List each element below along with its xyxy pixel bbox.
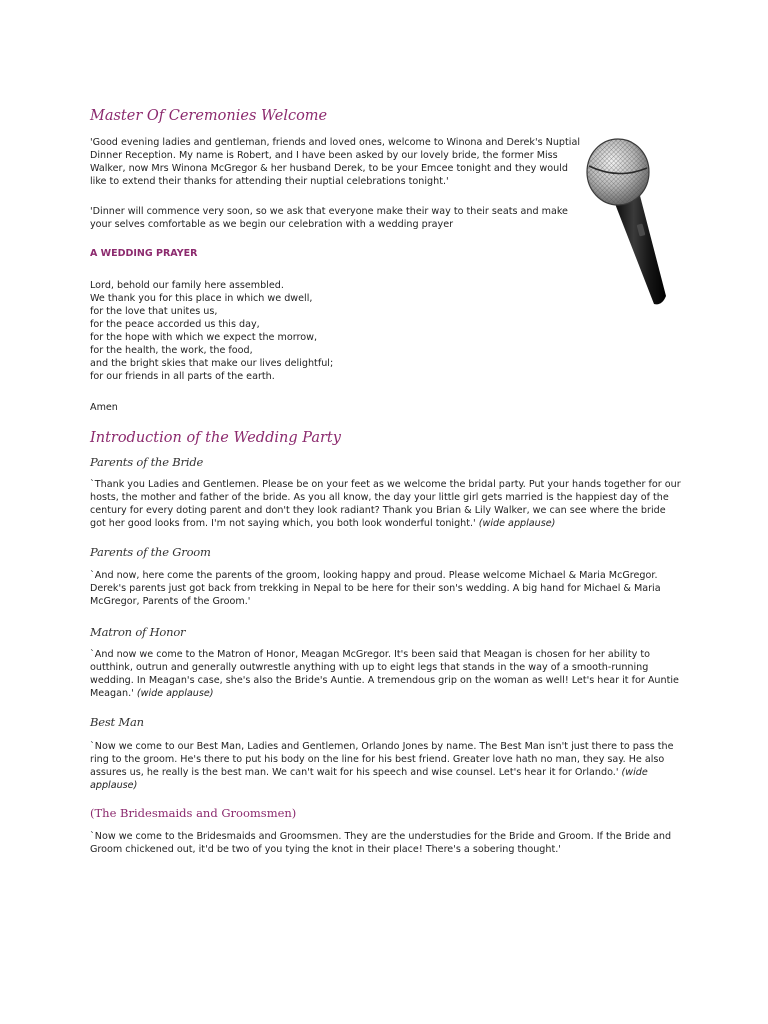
best-man-heading: Best Man [90, 715, 144, 729]
applause-note: (wide [621, 767, 648, 778]
paragraph-line [90, 779, 674, 792]
prayer-line: for the love that unites us, [90, 306, 218, 317]
paragraph-line: 'Good evening ladies and gentleman, friends and loved ones, welcome to Winona and Derek's Nuptial [90, 137, 580, 148]
paragraph-line: Walker, now Mrs Winona McGregor & her husband Derek, to be your Emcee tonight and they would [90, 163, 568, 174]
matron-heading: Matron of Honor [90, 625, 186, 639]
paragraph-line: got her good looks from. I'm not saying which, you both look wonderful tonight.' (wide applause) [90, 518, 556, 529]
paragraph-line: Derek's parents just got back from trekking in Nepal to be here for their son's wedding. A big hand for Michael & Maria [90, 583, 661, 594]
prayer-line: Lord, behold our family here assembled. [90, 280, 284, 291]
paragraph-line: wedding. In Meagan's case, she's also the Bride's Auntie. A tremendous grip on the woman as well! Let's hear it for Auntie [90, 675, 679, 686]
mc-welcome-title: Master Of Ceremonies Welcome [90, 108, 328, 124]
prayer-line: for the health, the work, the food, [90, 345, 253, 356]
paragraph-line: hosts, the mother and father of the bride. As you all know, the day your little girl gets married is the happiest day of the [90, 492, 669, 503]
applause-note: (wide applause) [478, 518, 556, 529]
paragraph-line: Dinner Reception. My name is Robert, and I have been asked by our lovely bride, the former Miss [90, 150, 558, 161]
paragraph-line: `And now we come to the Matron of Honor, Meagan McGregor. It's been said that Meagan is chosen for her ability to [90, 649, 651, 660]
paragraph-line: `And now, here come the parents of the groom, looking happy and proud. Please welcome Michael & Maria McGregor. [90, 570, 658, 581]
groom-parents-heading: Parents of the Groom [90, 545, 211, 559]
wedding-prayer-heading: A WEDDING PRAYER [90, 248, 198, 259]
paragraph-line: McGregor, Parents of the Groom.' [90, 596, 251, 607]
wedding-prayer-text [90, 279, 333, 383]
paragraph-line: 'Dinner will commence very soon, so we ask that everyone make their way to their seats and make [90, 206, 568, 217]
paragraph-line: `Now we come to the Bridesmaids and Groomsmen. They are the understudies for the Bride and Groom. If the Bride and [90, 831, 672, 842]
applause-note: applause) [90, 780, 138, 791]
mc-welcome-paragraph [90, 136, 580, 188]
prayer-line: We thank you for this place in which we dwell, [90, 293, 313, 304]
prayer-line: for the peace accorded us this day, [90, 319, 260, 330]
paragraph-line: ring to the groom. He's there to put his body on the line for his best friend. Greater love hath no man, they say. He also [90, 754, 665, 765]
paragraph-line: like to extend their thanks for attending their nuptial celebrations tonight.' [90, 176, 449, 187]
groom-parents-paragraph [90, 569, 661, 608]
bride-parents-heading: Parents of the Bride [90, 455, 204, 469]
paragraph-line: your selves comfortable as we begin our celebration with a wedding prayer [90, 219, 454, 230]
paragraph-line: century for every doting parent and don't they look radiant? Thank you Brian & Lily Walker, we can see where the bride [90, 505, 666, 516]
bridesmaids-heading: (The Bridesmaids and Groomsmen) [90, 806, 297, 820]
paragraph-line: outthink, outrun and generally outwrestle anything with up to eight legs that stands in the way of a smooth-running [90, 662, 649, 673]
paragraph-line: Groom chickened out, it'd be two of you tying the knot in their place! There's a sobering thought.' [90, 844, 561, 855]
best-man-paragraph [90, 740, 674, 792]
bride-parents-paragraph [90, 478, 681, 530]
bridesmaids-paragraph [90, 830, 671, 856]
prayer-line: and the bright skies that make our lives delightful; [90, 358, 334, 369]
applause-note: (wide applause) [136, 688, 214, 699]
dinner-paragraph [90, 205, 568, 231]
paragraph-line: assures us, he really is the best man. We can't wait for his speech and wise counsel. Let's hear it for Orlando.' (wide [90, 767, 648, 778]
prayer-line: for our friends in all parts of the earth. [90, 371, 275, 382]
paragraph-line: `Now we come to our Best Man, Ladies and Gentlemen, Orlando Jones by name. The Best Man isn't just there to pass the [90, 741, 674, 752]
paragraph-line: `Thank you Ladies and Gentlemen. Please be on your feet as we welcome the bridal party. Put your hands together for our [90, 479, 681, 490]
prayer-line: for the hope with which we expect the morrow, [90, 332, 317, 343]
matron-paragraph [90, 648, 679, 700]
microphone-icon [582, 138, 692, 308]
paragraph-line: Meagan.' (wide applause) [90, 688, 214, 699]
prayer-amen: Amen [90, 402, 118, 413]
wedding-party-title: Introduction of the Wedding Party [90, 430, 341, 446]
